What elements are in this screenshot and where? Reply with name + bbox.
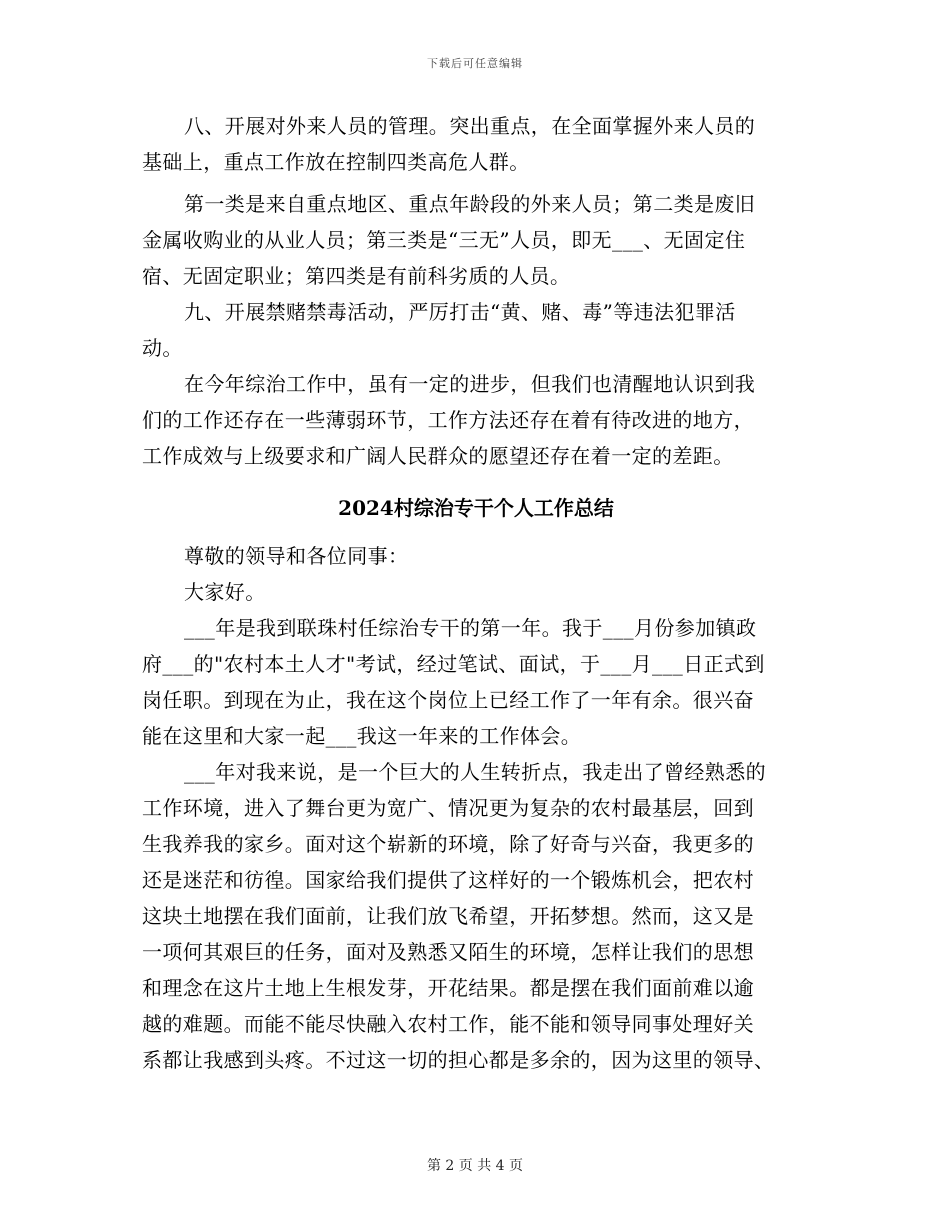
paragraph-line: 八、开展对外来人员的管理。突出重点，在全面掌握外来人员的	[184, 114, 756, 138]
paragraph-line: 工作成效与上级要求和广阔人民群众的愿望还存在着一定的差距。	[142, 444, 734, 468]
paragraph-line: 工作环境，进入了舞台更为宽广、情况更为复杂的农村最基层，回到	[142, 796, 754, 820]
paragraph-line: 九、开展禁赌禁毒活动，严厉打击“黄、赌、毒”等违法犯罪活	[184, 300, 736, 324]
paragraph-line: 越的难题。而能不能尽快融入农村工作，能不能和领导同事处理好关	[142, 1012, 754, 1036]
paragraph-line: 宿、无固定职业；第四类是有前科劣质的人员。	[142, 264, 571, 288]
paragraph-line: 动。	[142, 336, 183, 360]
document-body	[142, 108, 810, 1078]
paragraph-line: 府___的"农村本土人才"考试，经过笔试、面试，于___月___日正式到	[142, 652, 765, 676]
paragraph-line: 金属收购业的从业人员；第三类是“三无”人员，即无___、无固定住	[142, 228, 746, 252]
page-header-note: 下载后可任意编辑	[427, 57, 523, 70]
paragraph-line: 一项何其艰巨的任务，面对及熟悉又陌生的环境，怎样让我们的思想	[142, 940, 754, 964]
salutation: 尊敬的领导和各位同事：	[184, 544, 409, 568]
paragraph-line: 生我养我的家乡。面对这个崭新的环境，除了好奇与兴奋，我更多的	[142, 832, 754, 856]
paragraph-line: 这块土地摆在我们面前，让我们放飞希望，开拓梦想。然而，这又是	[142, 904, 754, 928]
paragraph-line: ___年对我来说，是一个巨大的人生转折点，我走出了曾经熟悉的	[184, 760, 766, 784]
paragraph-line: 在今年综治工作中，虽有一定的进步，但我们也清醒地认识到我	[184, 372, 756, 396]
paragraph-line: 们的工作还存在一些薄弱环节，工作方法还存在着有待改进的地方，	[142, 408, 754, 432]
paragraph-line: 第一类是来自重点地区、重点年龄段的外来人员；第二类是废旧	[184, 192, 756, 216]
paragraph-line: 还是迷茫和彷徨。国家给我们提供了这样好的一个锻炼机会，把农村	[142, 868, 754, 892]
paragraph-line: 系都让我感到头疼。不过这一切的担心都是多余的，因为这里的领导、	[142, 1048, 775, 1072]
greeting: 大家好。	[184, 580, 266, 604]
paragraph-line: 岗任职。到现在为止，我在这个岗位上已经工作了一年有余。很兴奋	[142, 688, 754, 712]
paragraph-line: ___年是我到联珠村任综治专干的第一年。我于___月份参加镇政	[184, 616, 757, 640]
section-title: 2024村综治专干个人工作总结	[338, 496, 614, 520]
paragraph-line: 和理念在这片土地上生根发芽，开花结果。都是摆在我们面前难以逾	[142, 976, 754, 1000]
page-number: 第 2 页 共 4 页	[426, 1158, 524, 1174]
paragraph-line: 基础上，重点工作放在控制四类高危人群。	[142, 150, 530, 174]
paragraph-line: 能在这里和大家一起___我这一年来的工作体会。	[142, 724, 582, 748]
